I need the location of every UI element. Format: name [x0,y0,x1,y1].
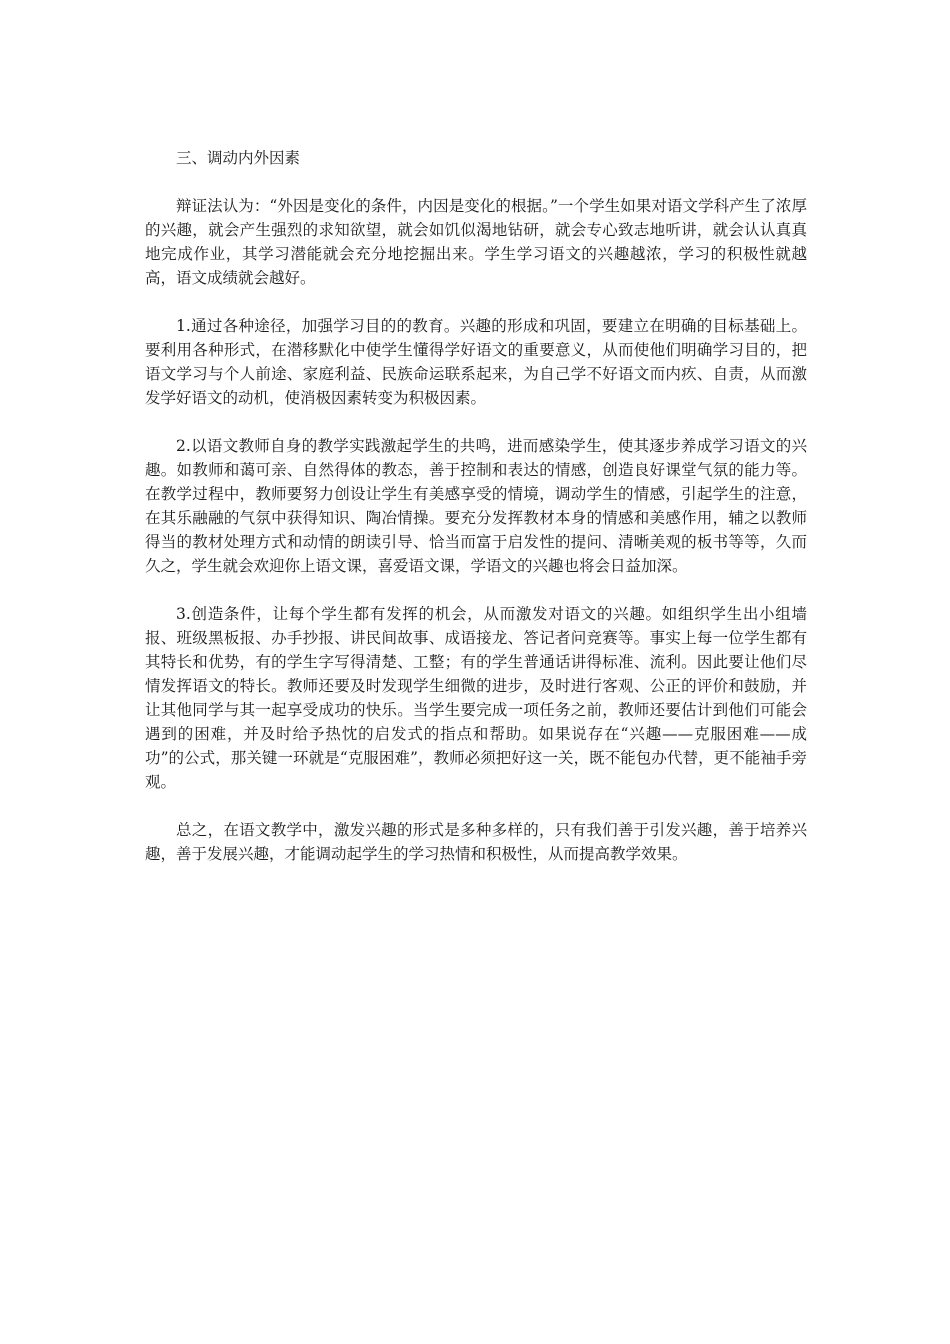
paragraph-point-1: 1.通过各种途径，加强学习目的的教育。兴趣的形成和巩固，要建立在明确的目标基础上。要利用各种形式，在潜移默化中使学生懂得学好语文的重要意义，从而使他们明确学习目的，把语文学习与个人前途、家庭利益、民族命运联系起来，为自己学不好语文而内疚、自责，从而激发学好语文的动机，使消极因素转变为积极因素。 [145,317,807,407]
paragraph-intro: 辩证法认为：“外因是变化的条件，内因是变化的根据。”一个学生如果对语文学科产生了浓厚的兴趣，就会产生强烈的求知欲望，就会如饥似渴地钻研，就会专心致志地听讲，就会认认真真地完成作业，其学习潜能就会充分地挖掘出来。学生学习语文的兴趣越浓，学习的积极性就越高，语文成绩就会越好。 [145,197,807,287]
document-body [145,146,807,890]
paragraph-conclusion: 总之，在语文教学中，激发兴趣的形式是多种多样的，只有我们善于引发兴趣，善于培养兴趣，善于发展兴趣，才能调动起学生的学习热情和积极性，从而提高教学效果。 [145,821,807,863]
paragraph-point-3: 3.创造条件，让每个学生都有发挥的机会，从而激发对语文的兴趣。如组织学生出小组墙报、班级黑板报、办手抄报、讲民间故事、成语接龙、答记者问竞赛等。事实上每一位学生都有其特长和优势，有的学生字写得清楚、工整；有的学生普通话讲得标准、流利。因此要让他们尽情发挥语文的特长。教师还要及时发现学生细微的进步，及时进行客观、公正的评价和鼓励，并让其他同学与其一起享受成功的快乐。当学生要完成一项任务之前，教师还要估计到他们可能会遇到的困难，并及时给予热忱的启发式的指点和帮助。如果说存在“兴趣——克服困难——成功”的公式，那关键一环就是“克服困难”，教师必须把好这一关，既不能包办代替，更不能袖手旁观。 [145,605,807,791]
section-heading: 三、调动内外因素 [176,149,301,167]
paragraph-point-2: 2.以语文教师自身的教学实践激起学生的共鸣，进而感染学生，使其逐步养成学习语文的兴趣。如教师和蔼可亲、自然得体的教态，善于控制和表达的情感，创造良好课堂气氛的能力等。在教学过程中，教师要努力创设让学生有美感享受的情境，调动学生的情感，引起学生的注意，在其乐融融的气氛中获得知识、陶冶情操。要充分发挥教材本身的情感和美感作用，辅之以教师得当的教材处理方式和动情的朗读引导、恰当而富于启发性的提问、清晰美观的板书等等，久而久之，学生就会欢迎你上语文课，喜爱语文课，学语文的兴趣也将会日益加深。 [145,437,807,575]
